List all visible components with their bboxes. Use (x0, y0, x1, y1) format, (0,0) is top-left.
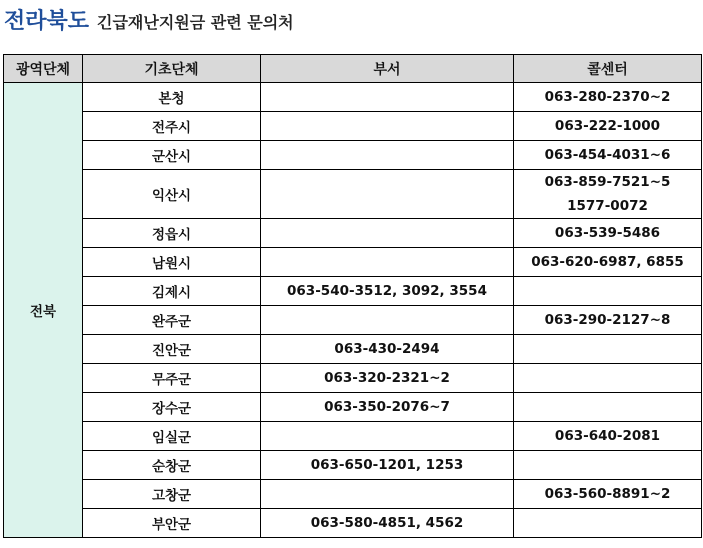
table-row (4, 141, 702, 170)
department-cell (261, 306, 514, 335)
page-title (4, 4, 294, 38)
call-center-cell (514, 248, 702, 277)
department-cell: 063-430-2494 (261, 335, 514, 364)
call-center-number: 063-290-2127~8 (544, 312, 671, 328)
table-row (4, 451, 702, 480)
call-center-cell (514, 170, 702, 219)
call-center-cell (514, 112, 702, 141)
contacts-table (3, 54, 702, 538)
department-cell: 063-540-3512, 3092, 3554 (261, 277, 514, 306)
table-body (4, 83, 702, 538)
header-city: 기초단체 (83, 55, 261, 83)
call-center-number: 063-539-5486 (554, 225, 661, 241)
city-cell: 완주군 (83, 306, 261, 335)
call-center-cell (514, 480, 702, 509)
city-cell: 정읍시 (83, 219, 261, 248)
city-cell: 순창군 (83, 451, 261, 480)
department-cell: 063-650-1201, 1253 (261, 451, 514, 480)
title-subject: 긴급재난지원금 관련 문의처 (97, 13, 294, 32)
header-department: 부서 (261, 55, 514, 83)
call-center-number: 063-560-8891~2 (544, 486, 671, 502)
call-center-number: 063-640-2081 (554, 428, 661, 444)
call-center-cell (514, 364, 702, 393)
table-row (4, 277, 702, 306)
call-center-cell (514, 141, 702, 170)
department-cell (261, 83, 514, 112)
table-row (4, 306, 702, 335)
table-row (4, 83, 702, 112)
table-row (4, 248, 702, 277)
header-call-center: 콜센터 (514, 55, 702, 83)
table-row (4, 364, 702, 393)
city-cell: 장수군 (83, 393, 261, 422)
call-center-number: 063-620-6987, 6855 (531, 254, 684, 270)
department-cell: 063-320-2321~2 (261, 364, 514, 393)
call-center-number: 063-280-2370~2 (544, 89, 671, 105)
title-region: 전라북도 (4, 9, 90, 34)
department-cell: 063-580-4851, 4562 (261, 509, 514, 538)
department-cell (261, 112, 514, 141)
city-cell: 김제시 (83, 277, 261, 306)
table-row (4, 170, 702, 219)
call-center-cell (514, 335, 702, 364)
call-center-number: 063-222-1000 (554, 118, 661, 134)
table-row (4, 509, 702, 538)
city-cell: 전주시 (83, 112, 261, 141)
call-center-cell (514, 277, 702, 306)
call-center-cell (514, 219, 702, 248)
call-center-cell (514, 509, 702, 538)
call-center-cell (514, 306, 702, 335)
call-center-number: 063-454-4031~6 (544, 147, 671, 163)
department-cell (261, 219, 514, 248)
city-cell: 임실군 (83, 422, 261, 451)
department-cell (261, 170, 514, 219)
table-row (4, 219, 702, 248)
department-cell (261, 480, 514, 509)
city-cell: 부안군 (83, 509, 261, 538)
city-cell: 군산시 (83, 141, 261, 170)
department-cell: 063-350-2076~7 (261, 393, 514, 422)
region-cell: 전북 (4, 83, 83, 538)
table-header-row (4, 55, 702, 83)
department-cell (261, 248, 514, 277)
city-cell: 고창군 (83, 480, 261, 509)
city-cell: 남원시 (83, 248, 261, 277)
call-center-cell (514, 393, 702, 422)
city-cell: 무주군 (83, 364, 261, 393)
city-cell: 진안군 (83, 335, 261, 364)
call-center-number: 063-859-7521~5 (544, 174, 671, 190)
department-cell (261, 141, 514, 170)
table-row (4, 480, 702, 509)
city-cell: 본청 (83, 83, 261, 112)
call-center-number: 1577-0072 (567, 198, 648, 214)
header-region: 광역단체 (4, 55, 83, 83)
call-center-cell (514, 451, 702, 480)
department-cell (261, 422, 514, 451)
call-center-cell (514, 83, 702, 112)
table-row (4, 393, 702, 422)
table-row (4, 335, 702, 364)
call-center-cell (514, 422, 702, 451)
table-row (4, 422, 702, 451)
city-cell: 익산시 (83, 170, 261, 219)
table-row (4, 112, 702, 141)
